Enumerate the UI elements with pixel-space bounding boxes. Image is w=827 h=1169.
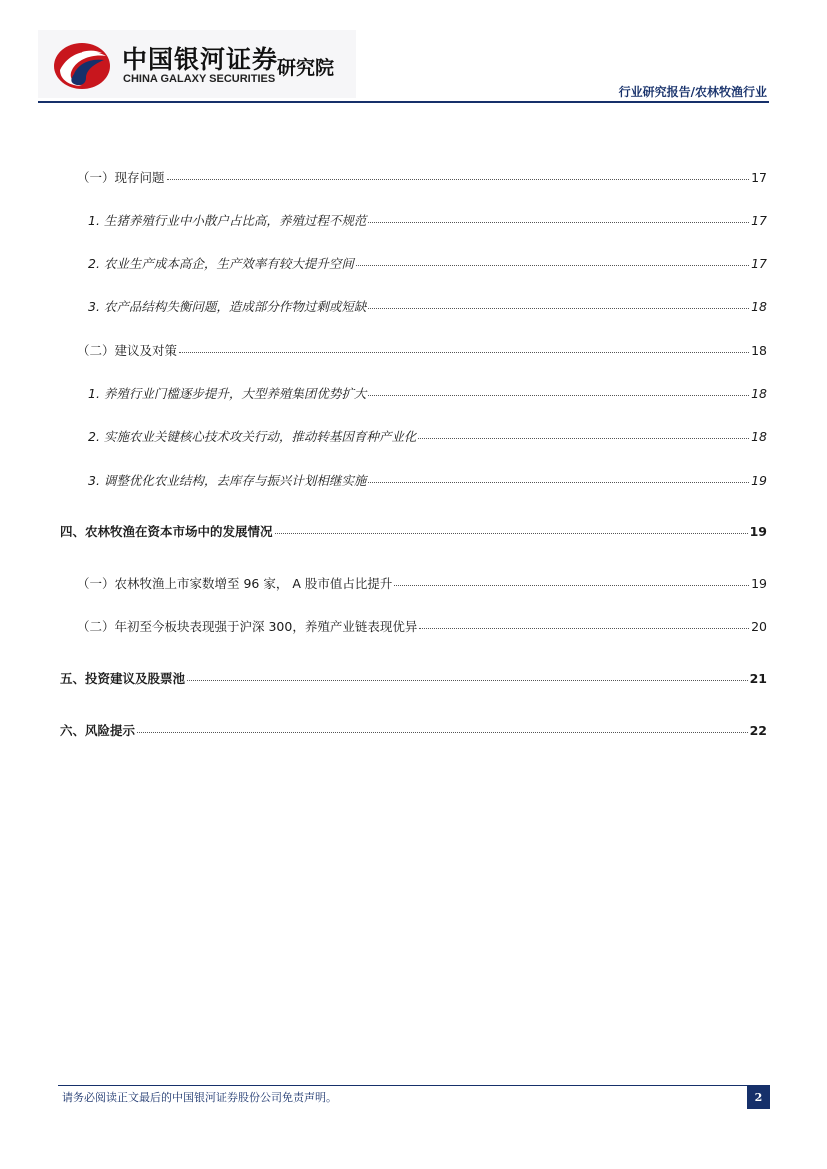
toc-leader xyxy=(187,679,748,681)
galaxy-logo-icon xyxy=(52,40,112,92)
toc-entry[interactable] xyxy=(88,471,767,491)
toc-entry-page: 18 xyxy=(751,343,767,358)
toc-leader xyxy=(368,394,749,396)
toc-entry-page: 19 xyxy=(751,473,767,488)
toc-entry[interactable] xyxy=(77,341,767,361)
toc-entry-label: 1. 生猪养殖行业中小散户占比高，养殖过程不规范 xyxy=(88,213,367,228)
toc-leader xyxy=(275,532,748,534)
toc-entry-label: （一）现存问题 xyxy=(77,170,165,185)
toc-entry-page: 19 xyxy=(751,576,767,591)
toc-entry[interactable] xyxy=(88,297,767,317)
toc-section[interactable] xyxy=(60,721,767,741)
toc-leader xyxy=(137,731,748,733)
toc-entry-label: 2. 农业生产成本高企，生产效率有较大提升空间 xyxy=(88,256,354,271)
toc-entry-label: （一）农林牧渔上市家数增至 96 家， A 股市值占比提升 xyxy=(77,576,393,591)
footer-divider xyxy=(58,1085,770,1086)
toc-entry[interactable] xyxy=(77,617,767,637)
toc-entry-page: 21 xyxy=(749,671,767,686)
report-category: 行业研究报告/农林牧渔行业 xyxy=(618,85,767,99)
toc-entry-page: 17 xyxy=(751,170,767,185)
toc-leader xyxy=(179,351,749,353)
toc-entry-page: 18 xyxy=(751,429,767,444)
logo-institute: 研究院 xyxy=(277,57,335,79)
toc-leader xyxy=(167,178,750,180)
toc-entry-label: 3. 农产品结构失衡问题，造成部分作物过剩或短缺 xyxy=(88,299,367,314)
toc-entry-page: 17 xyxy=(751,256,767,271)
logo-chinese-name: 中国银河证券 xyxy=(122,45,279,74)
toc-entry[interactable] xyxy=(88,384,767,404)
toc-entry-label: 五、投资建议及股票池 xyxy=(60,671,186,686)
toc-leader xyxy=(368,481,749,483)
toc-entry-page: 18 xyxy=(751,386,767,401)
toc-entry[interactable] xyxy=(77,168,767,188)
toc-leader xyxy=(394,584,749,586)
toc-entry-page: 18 xyxy=(751,299,767,314)
toc-entry-page: 17 xyxy=(751,213,767,228)
toc-entry-page: 19 xyxy=(749,524,767,539)
toc-leader xyxy=(368,221,749,223)
toc-entry-label: （二）建议及对策 xyxy=(77,343,178,358)
toc-entry-label: 1. 养殖行业门槛逐步提升，大型养殖集团优势扩大 xyxy=(88,386,367,401)
toc-section[interactable] xyxy=(60,669,767,689)
toc-leader xyxy=(419,627,749,629)
page-number-badge: 2 xyxy=(747,1085,770,1109)
toc-section[interactable] xyxy=(60,522,767,542)
toc-entry[interactable] xyxy=(88,211,767,231)
toc-entry-label: 3. 调整优化农业结构，去库存与振兴计划相继实施 xyxy=(88,473,367,488)
toc-entry-page: 20 xyxy=(751,619,767,634)
toc-entry[interactable] xyxy=(88,254,767,274)
toc-leader xyxy=(368,307,749,309)
logo-english-name: CHINA GALAXY SECURITIES xyxy=(123,73,276,85)
toc-leader xyxy=(418,437,749,439)
toc-leader xyxy=(356,264,749,266)
toc-entry-page: 22 xyxy=(749,723,767,738)
company-logo xyxy=(38,30,356,98)
footer-disclaimer: 请务必阅读正文最后的中国银河证券股份公司免责声明。 xyxy=(62,1091,337,1104)
toc-entry[interactable] xyxy=(77,574,767,594)
toc-entry-label: 2. 实施农业关键核心技术攻关行动，推动转基因育种产业化 xyxy=(88,429,417,444)
toc-entry-label: 四、农林牧渔在资本市场中的发展情况 xyxy=(60,524,273,539)
header-divider xyxy=(38,101,769,103)
toc-entry-label: 六、风险提示 xyxy=(60,723,136,738)
toc-entry[interactable] xyxy=(88,427,767,447)
toc-entry-label: （二）年初至今板块表现强于沪深 300，养殖产业链表现优异 xyxy=(77,619,418,634)
